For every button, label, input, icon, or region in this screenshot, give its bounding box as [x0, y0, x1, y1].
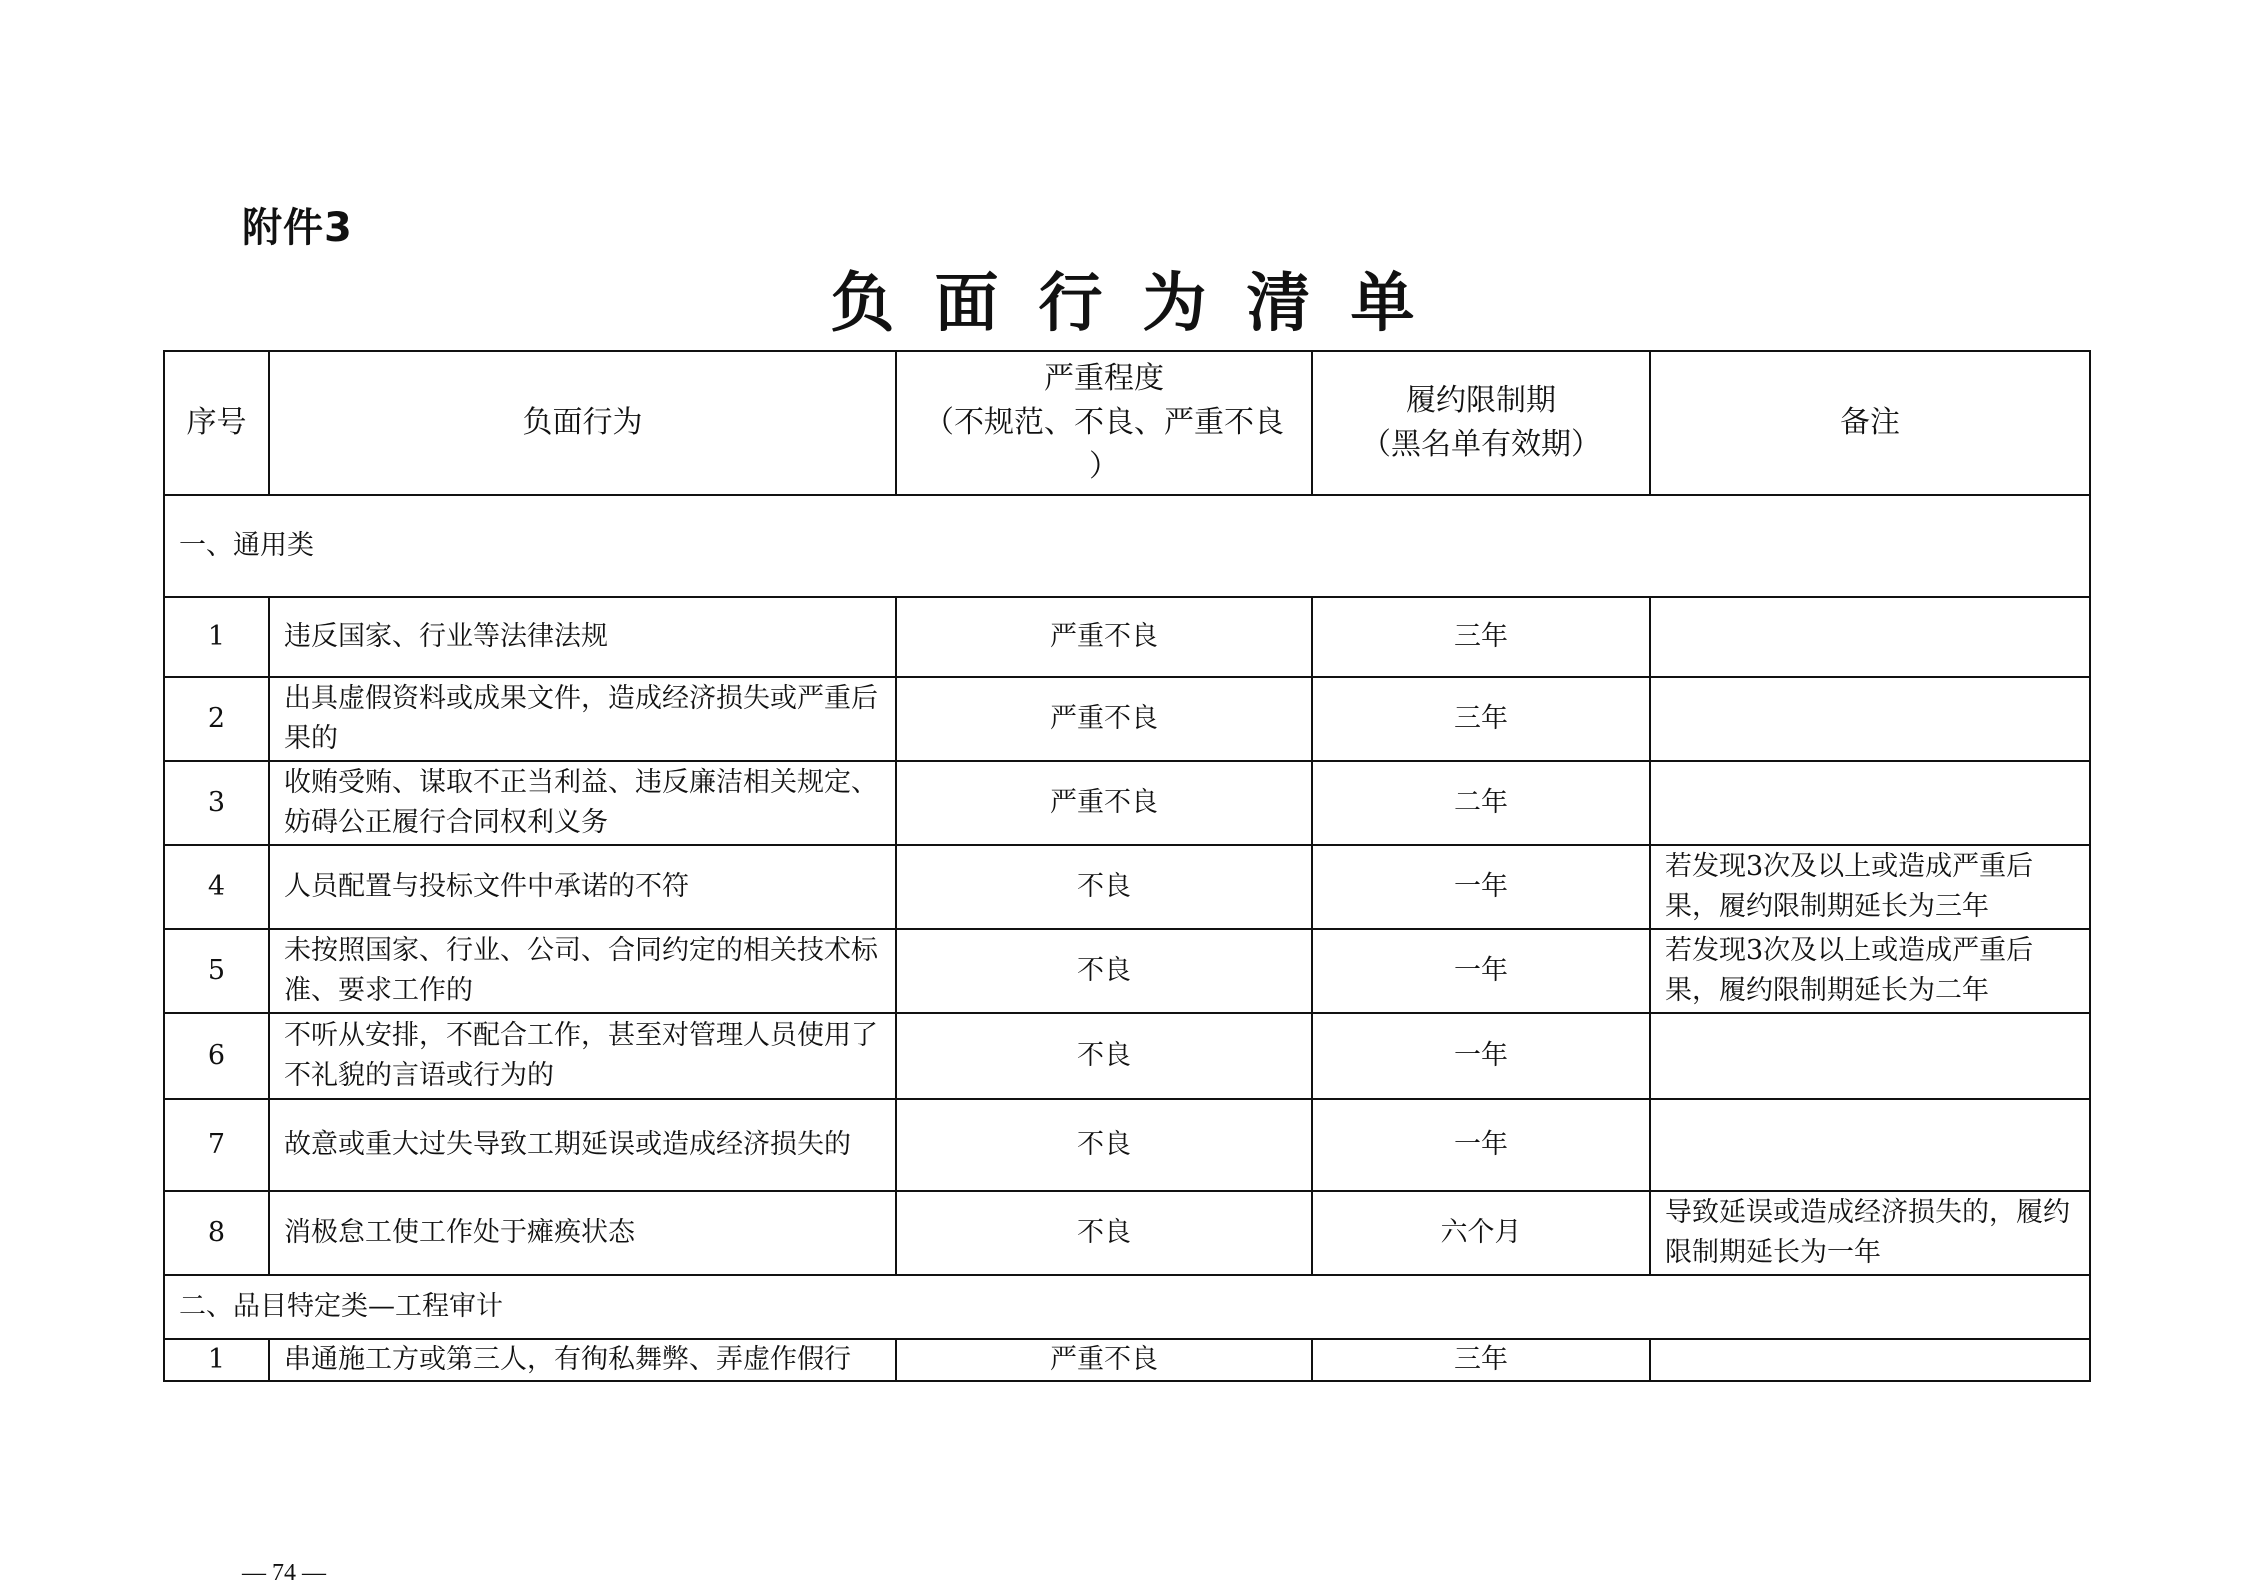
- table-row: [164, 761, 2090, 845]
- row-severity: 不良: [896, 1013, 1312, 1099]
- section-general: 一、通用类: [164, 495, 2090, 597]
- header-period-line1: 履约限制期: [1406, 383, 1556, 418]
- row-period: 三年: [1312, 1339, 1650, 1381]
- row-remark: [1650, 677, 2090, 761]
- row-number: 1: [164, 1339, 269, 1381]
- table-row: [164, 1191, 2090, 1275]
- header-index: 序号: [164, 351, 269, 495]
- row-remark: [1650, 597, 2090, 677]
- row-behavior: 不听从安排，不配合工作，甚至对管理人员使用了不礼貌的言语或行为的: [269, 1013, 896, 1099]
- table-row: [164, 1013, 2090, 1099]
- row-period: 一年: [1312, 1013, 1650, 1099]
- row-number: 8: [164, 1191, 269, 1275]
- row-behavior: 违反国家、行业等法律法规: [269, 597, 896, 677]
- row-severity: 严重不良: [896, 677, 1312, 761]
- row-number: 6: [164, 1013, 269, 1099]
- row-severity: 严重不良: [896, 761, 1312, 845]
- header-period: [1312, 351, 1650, 495]
- header-severity-line1: 严重程度: [1044, 361, 1164, 396]
- table-row: [164, 929, 2090, 1013]
- header-severity-line3: ）: [1089, 449, 1119, 484]
- row-period: 三年: [1312, 677, 1650, 761]
- row-remark: 若发现3次及以上或造成严重后果，履约限制期延长为二年: [1650, 929, 2090, 1013]
- page-title: 负面行为清单: [830, 267, 1455, 341]
- row-severity: 不良: [896, 929, 1312, 1013]
- header-behavior: 负面行为: [269, 351, 896, 495]
- row-number: 3: [164, 761, 269, 845]
- row-behavior: 消极怠工使工作处于瘫痪状态: [269, 1191, 896, 1275]
- row-number: 7: [164, 1099, 269, 1191]
- row-remark: [1650, 1339, 2090, 1381]
- row-behavior: 串通施工方或第三人，有徇私舞弊、弄虚作假行: [269, 1339, 896, 1381]
- row-behavior: 故意或重大过失导致工期延误或造成经济损失的: [269, 1099, 896, 1191]
- table-row: [164, 677, 2090, 761]
- row-remark: 若发现3次及以上或造成严重后果，履约限制期延长为三年: [1650, 845, 2090, 929]
- row-period: 一年: [1312, 929, 1650, 1013]
- negative-behavior-table: [163, 350, 2091, 1382]
- row-number: 1: [164, 597, 269, 677]
- section-engineering-audit: 二、品目特定类—工程审计: [164, 1275, 2090, 1339]
- row-remark: 导致延误或造成经济损失的，履约限制期延长为一年: [1650, 1191, 2090, 1275]
- row-behavior: 收贿受贿、谋取不正当利益、违反廉洁相关规定、妨碍公正履行合同权利义务: [269, 761, 896, 845]
- header-severity-line2: （不规范、不良、严重不良: [924, 405, 1284, 440]
- row-remark: [1650, 761, 2090, 845]
- row-severity: 不良: [896, 1191, 1312, 1275]
- row-period: 六个月: [1312, 1191, 1650, 1275]
- row-severity: 严重不良: [896, 1339, 1312, 1381]
- row-behavior: 出具虚假资料或成果文件，造成经济损失或严重后果的: [269, 677, 896, 761]
- header-remark: 备注: [1650, 351, 2090, 495]
- row-behavior: 人员配置与投标文件中承诺的不符: [269, 845, 896, 929]
- row-severity: 不良: [896, 845, 1312, 929]
- row-period: 二年: [1312, 761, 1650, 845]
- row-period: 一年: [1312, 845, 1650, 929]
- table-row: [164, 1099, 2090, 1191]
- section-row: [164, 495, 2090, 597]
- row-number: 2: [164, 677, 269, 761]
- header-severity: [896, 351, 1312, 495]
- row-number: 4: [164, 845, 269, 929]
- row-severity: 不良: [896, 1099, 1312, 1191]
- page-number: — 74 —: [242, 1560, 326, 1586]
- row-remark: [1650, 1099, 2090, 1191]
- table-row: [164, 1339, 2090, 1381]
- row-severity: 严重不良: [896, 597, 1312, 677]
- attachment-label: 附件3: [242, 205, 353, 251]
- table-row: [164, 597, 2090, 677]
- row-behavior: 未按照国家、行业、公司、合同约定的相关技术标准、要求工作的: [269, 929, 896, 1013]
- table-header-row: [164, 351, 2090, 495]
- table-row: [164, 845, 2090, 929]
- row-period: 三年: [1312, 597, 1650, 677]
- row-number: 5: [164, 929, 269, 1013]
- section-row: [164, 1275, 2090, 1339]
- header-period-line2: （黑名单有效期）: [1361, 427, 1601, 462]
- row-period: 一年: [1312, 1099, 1650, 1191]
- row-remark: [1650, 1013, 2090, 1099]
